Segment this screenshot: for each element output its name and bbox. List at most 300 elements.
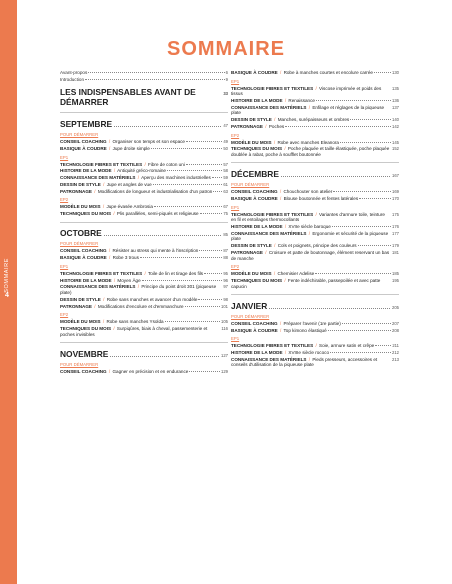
entry-category: TECHNOLOGIE FIBRES ET TEXTILES [60,270,143,276]
dot-leader [85,79,225,80]
group-label: EP1 [231,336,240,342]
separator: / [284,350,287,356]
separator: / [308,104,311,110]
separator: / [102,319,105,325]
section-divider [60,342,228,343]
dot-leader [189,371,220,372]
month-page: 85 [223,232,228,238]
entry-page: 98 [223,296,228,302]
entry-category: CONSEIL COACHING [231,320,278,326]
toc-entry-text [231,140,339,146]
entry-category: CONSEIL COACHING [60,368,107,374]
group-label: EP2 [60,197,69,203]
page-number: 4 [5,292,9,299]
month-name: NOVEMBRE [60,348,109,359]
entry-description: Fente indéchirable, passepoilée et avec patte capucin [231,277,381,289]
month-name: DÉCEMBRE [231,169,279,180]
dot-leader [114,126,221,127]
entry-description: Top kimono élastiqué [283,327,327,333]
entry-description: Préparer l'avenir (1re partie) [283,320,341,326]
entry-description: Chemisier Adelise [277,271,315,277]
toc-entry [60,175,228,181]
entry-page: 58 [223,168,228,174]
group-label: EP2 [231,132,240,138]
entry-page: 207 [392,320,399,326]
entry-category: BASIQUE À COUDRE [231,196,278,202]
toc-entry [231,124,399,130]
entry-category: TECHNOLOGIE FIBRES ET TEXTILES [231,85,314,91]
entry-page: 169 [392,189,399,195]
entry-description: Moyen Âge [117,277,141,283]
dot-leader [316,100,391,101]
separator: / [108,248,111,254]
separator: / [108,368,111,374]
toc-entry-text [231,357,390,368]
toc-entry-text [231,212,390,223]
entry-category: BASIQUE À COUDRE [60,145,107,151]
entry-category: MODÈLE DU MOIS [231,139,272,145]
entry-description: Jupe évasée Ambrosia [106,204,153,210]
entry-category: MODÈLE DU MOIS [60,319,101,325]
entry-category: TECHNOLOGIE FIBRES ET TEXTILES [231,343,314,349]
entry-page: 211 [392,343,399,349]
toc-entry-text [231,321,341,327]
toc-entry-text [60,319,164,325]
entry-page: 59 [223,175,228,181]
entry-page: 96 [223,277,228,283]
entry-page: 208 [392,327,399,333]
separator: / [265,123,267,129]
group-label: EP1 [60,263,69,269]
separator: / [308,356,311,362]
entry-description: Principe du point droit 301 (piqueuse plate) [60,284,217,295]
entry-page: 61 [223,181,228,187]
dot-leader [167,170,222,171]
entry-page: 50 [223,145,228,151]
dot-leader [328,330,391,331]
intro-page: 9 [225,76,228,82]
month-page: 205 [392,304,399,310]
toc-entry [231,243,399,249]
entry-category: PATRONNAGE [231,123,263,129]
entry-category: CONNAISSANCE DES MATÉRIELS [60,175,136,181]
entry-page: 49 [223,139,228,145]
separator: / [274,243,276,249]
entry-category: DESSIN DE STYLE [231,117,272,123]
separator: / [308,230,311,236]
entry-description: Jupe et angles de vue [106,181,152,187]
toc-entry [231,70,399,76]
entry-description: Robe à manches courtes et encolure carrée [283,70,373,75]
separator: / [315,343,317,349]
toc-entry-text [60,248,198,254]
separator: / [108,139,111,145]
entry-category: DESSIN DE STYLE [231,243,272,249]
toc-entry [231,357,399,368]
separator: / [94,303,96,309]
entry-description: Plis parallèles, semi-piqués et religieuse [116,211,199,217]
entry-description: Enfilage et réglages de la piqueuse plate [231,104,385,116]
entry-description: Cols et poignets, principe des couleurs [277,243,357,249]
entry-page: 95 [223,270,228,276]
toc-entry-text [231,146,390,157]
separator: / [273,139,276,145]
toc-entry [60,319,228,325]
entry-category: CONSEIL COACHING [231,189,278,195]
separator: / [284,277,286,283]
separator: / [144,161,146,167]
entry-page: 137 [392,104,399,110]
toc-entry-text [60,162,185,168]
sidebar-strip [0,0,17,584]
month-name: JANVIER [231,300,268,311]
entry-description: Viscose imprimée et poids des tissus [231,85,382,97]
entry-page: 87 [223,248,228,254]
dot-leader [142,280,223,281]
entry-page: 67 [223,204,228,210]
month-page: 127 [221,352,228,358]
entry-category: CONNAISSANCE DES MATÉRIELS [231,230,307,236]
dot-leader [332,226,391,227]
separator: / [144,270,146,276]
toc-entry-text [231,250,390,261]
toc-entry [60,139,228,145]
toc-entry [60,297,228,303]
entry-description: Soie, armure satin et crêpe [319,343,375,349]
entry-category: HISTOIRE DE LA MODE [231,97,283,103]
dot-leader [350,119,391,120]
entry-description: Jupe droite simple [112,145,150,151]
separator: / [94,188,96,194]
toc-entry [231,350,399,356]
separator: / [280,327,282,333]
entry-category: BASIQUE À COUDRE [60,255,107,261]
entry-page: 75 [223,211,228,217]
entry-category: TECHNOLOGIE FIBRES ET TEXTILES [60,161,143,167]
toc-entry-text [231,86,390,97]
dot-leader [204,273,222,274]
section-heading [60,88,228,107]
separator: / [137,284,140,290]
entry-page: 105 [221,319,228,325]
entry-category: TECHNIQUES DU MOIS [231,277,283,283]
toc-left-column [60,70,228,376]
group-label: POUR DÉMARRER [231,313,270,319]
entry-page: 116 [221,325,228,331]
entry-page: 97 [223,284,228,290]
group-label: EP1 [231,78,240,84]
toc-entry [231,271,399,277]
toc-entry-text [231,98,315,104]
entry-category: BASIQUE À COUDRE [231,327,278,333]
entry-page: 130 [392,70,399,75]
entry-page: 195 [392,277,399,283]
entry-description: Surpiqûres, biais à cheval, passementerie et poches invisibles [60,325,208,337]
separator: / [273,271,276,277]
toc-entry-text [60,326,219,337]
separator: / [279,320,282,326]
separator: / [280,196,282,202]
dot-leader [154,206,222,207]
section-divider [231,294,399,295]
dot-leader [88,72,224,73]
toc-entry [60,189,228,195]
toc-entry-text [231,243,357,249]
entry-page: 135 [392,85,399,91]
toc-entry [60,326,228,337]
separator: / [103,181,105,187]
dot-leader [281,176,390,177]
separator: / [280,70,282,75]
toc-entry-text [60,211,199,217]
dot-leader [285,126,391,127]
entry-description: Variantes d'armure toile, teinture en fil et entoilages thermocollants [231,211,385,223]
entry-category: PATRONNAGE [60,303,92,309]
dot-leader [212,177,223,178]
entry-description: Modifications de longueur et industrialisation d'un patron [97,188,213,194]
entry-page: 57 [223,161,228,167]
section-divider [231,162,399,163]
intro-title: Introduction [60,76,85,82]
entry-description: Organiser son temps et son espace [112,139,185,145]
toc-entry [231,321,399,327]
month-name: SEPTEMBRE [60,119,113,130]
intro-title: Avant-propos [60,70,88,75]
group-label: POUR DÉMARRER [60,241,99,247]
toc-entry-text [231,189,332,195]
separator: / [279,189,282,195]
month-heading [60,228,228,238]
intro-entry [60,70,228,76]
entry-description: Manches, surépaisseurs et ombres [277,117,350,123]
entry-page: 175 [392,211,399,217]
entry-page: 101 [221,303,228,309]
entry-page: 213 [392,356,399,362]
toc-entry-text [60,139,185,145]
dot-leader [330,352,391,353]
toc-entry [60,168,228,174]
group-label: EP2 [60,312,69,318]
dot-leader [342,323,391,324]
entry-category: TECHNIQUES DU MOIS [60,211,112,217]
separator: / [113,277,116,283]
separator: / [109,255,111,261]
separator: / [113,325,115,331]
toc-entry-text [60,189,212,195]
toc-entry [231,146,399,157]
dot-leader [186,141,222,142]
intro-entry [60,77,228,83]
sidebar-label: SOMMAIRE [4,258,10,293]
toc-entry-text [231,231,390,242]
toc-entry [60,271,228,277]
separator: / [137,175,140,181]
toc-entry [60,182,228,188]
dot-leader [110,356,219,357]
toc-entry [60,304,228,310]
group-label: POUR DÉMARRER [60,361,99,367]
entry-category: CONSEIL COACHING [60,248,107,254]
separator: / [284,97,287,103]
separator: / [265,249,267,255]
toc-entry [60,278,228,284]
entry-description: Robe sans manches et avancer d'un modèle [106,296,198,302]
entry-description: Aperçu des machines industrielles [141,175,211,181]
dot-leader [153,184,223,185]
entry-page: 63 [223,188,228,194]
entry-page: 176 [392,224,399,230]
month-page: 167 [392,173,399,179]
entry-description: Toile de lin et tirage des fils [147,270,204,276]
entry-page: 185 [392,271,399,277]
dot-leader [374,72,391,73]
entry-category: MODÈLE DU MOIS [60,204,101,210]
dot-leader [359,198,391,199]
toc-entry [231,231,399,242]
dot-leader [151,148,222,149]
toc-entry-text [231,70,373,76]
separator: / [315,85,317,91]
dot-leader [199,250,222,251]
section-divider [60,112,228,113]
entry-description: Chouchouter son atelier [283,189,333,195]
entry-category: MODÈLE DU MOIS [231,271,272,277]
toc-entry-text [231,117,349,123]
month-name: OCTOBRE [60,228,102,239]
separator: / [109,145,111,151]
toc-entry [60,255,228,261]
toc-entry-text [60,369,188,375]
entry-page: 152 [392,146,399,152]
toc-entry-text [60,175,211,181]
entry-category: HISTOIRE DE LA MODE [231,350,283,356]
entry-description: Robe 3 trous [112,255,139,261]
toc-entry-text [60,284,221,295]
entry-page: 179 [392,243,399,249]
entry-description: Renaissance [288,97,315,103]
toc-entry-text [231,343,374,349]
dot-leader [333,191,391,192]
group-label: POUR DÉMARRER [60,132,99,138]
toc-entry [231,86,399,97]
toc-entry [231,278,399,289]
entry-description: Pieds presseurs, accessoires et conseils d'utilisation de la piqueuse plate [231,356,378,368]
month-heading [60,349,228,359]
toc-entry [231,343,399,349]
entry-category: BASIQUE À COUDRE [231,70,278,75]
entry-category: PATRONNAGE [60,188,92,194]
entry-category: TECHNIQUES DU MOIS [60,325,112,331]
separator: / [274,117,276,123]
entry-category: PATRONNAGE [231,249,263,255]
dot-leader [375,345,391,346]
entry-description: Modifications d'encolure et d'emmanchure [97,303,184,309]
toc-entry-text [231,124,284,130]
separator: / [284,224,287,230]
toc-entry-text [60,182,152,188]
entry-category: DESSIN DE STYLE [60,296,101,302]
group-label: POUR DÉMARRER [231,182,270,188]
entry-page: 136 [392,97,399,103]
entry-description: Fibre de coton uni [148,161,185,167]
separator: / [284,146,286,152]
entry-category: TECHNIQUES DU MOIS [231,146,283,152]
toc-entry-text [231,278,390,289]
toc-entry [231,189,399,195]
dot-leader [198,299,222,300]
entry-description: Robe sans manches Ysolda [106,319,164,325]
entry-description: Résister au stress qui mente à l'inscription [112,248,199,254]
entry-category: CONNAISSANCE DES MATÉRIELS [231,104,307,110]
entry-page: 88 [223,255,228,261]
month-heading [231,301,399,311]
toc-entry-text [60,146,150,152]
entry-description: Ergonomie et sécurité de la piqueuse plate [231,230,389,242]
toc-entry [231,224,399,230]
entry-page: 129 [221,368,228,374]
toc-entry-text [60,271,203,277]
toc-entry-text [231,224,331,230]
entry-category: TECHNOLOGIE FIBRES ET TEXTILES [231,211,314,217]
entry-description: Poches [268,123,285,129]
dot-leader [186,164,223,165]
toc-entry [60,146,228,152]
toc-entry-text [60,304,184,310]
toc-entry-text [231,328,327,334]
dot-leader [140,257,222,258]
toc-entry [60,162,228,168]
entry-description: Poche plaquée et taille élastiquée, poche plaquée doublée à rabat, poche à soufflet boutonnée [231,146,390,157]
toc-entry [60,284,228,295]
month-heading [60,119,228,129]
group-label: EP2 [231,264,240,270]
toc-entry-text [60,297,197,303]
dot-leader [185,306,220,307]
toc-entry-text [60,204,153,210]
separator: / [113,211,115,217]
entry-description: Gagner en précision et en endurance [112,368,189,374]
entry-description: Croisure et patte de boutonnage, élément reservant un bas de manche [231,249,390,261]
entry-category: HISTOIRE DE LA MODE [60,168,112,174]
separator: / [315,211,317,217]
separator: / [113,168,116,174]
toc-entry [60,204,228,210]
dot-leader [269,308,390,309]
dot-leader [104,235,222,236]
dot-leader [200,213,223,214]
dot-leader [213,191,222,192]
toc-entry-text [60,255,139,261]
dot-leader [165,321,220,322]
month-page: 47 [223,123,228,129]
dot-leader [340,142,391,143]
toc-right-column [231,70,399,369]
toc-entry [231,196,399,202]
entry-category: CONNAISSANCE DES MATÉRIELS [231,356,307,362]
toc-entry [231,98,399,104]
toc-entry-text [231,271,314,277]
entry-category: CONSEIL COACHING [60,139,107,145]
entry-category: CONNAISSANCE DES MATÉRIELS [60,284,136,290]
toc-entry [60,369,228,375]
toc-entry-text [60,168,166,174]
entry-page: 181 [392,249,399,255]
month-heading [231,169,399,179]
entry-description: Blouse boutonnée et fentes latérales [283,196,359,202]
toc-entry [231,105,399,116]
toc-entry [231,212,399,223]
section-title: LES INDISPENSABLES AVANT DE DÉMARRER [60,87,196,107]
